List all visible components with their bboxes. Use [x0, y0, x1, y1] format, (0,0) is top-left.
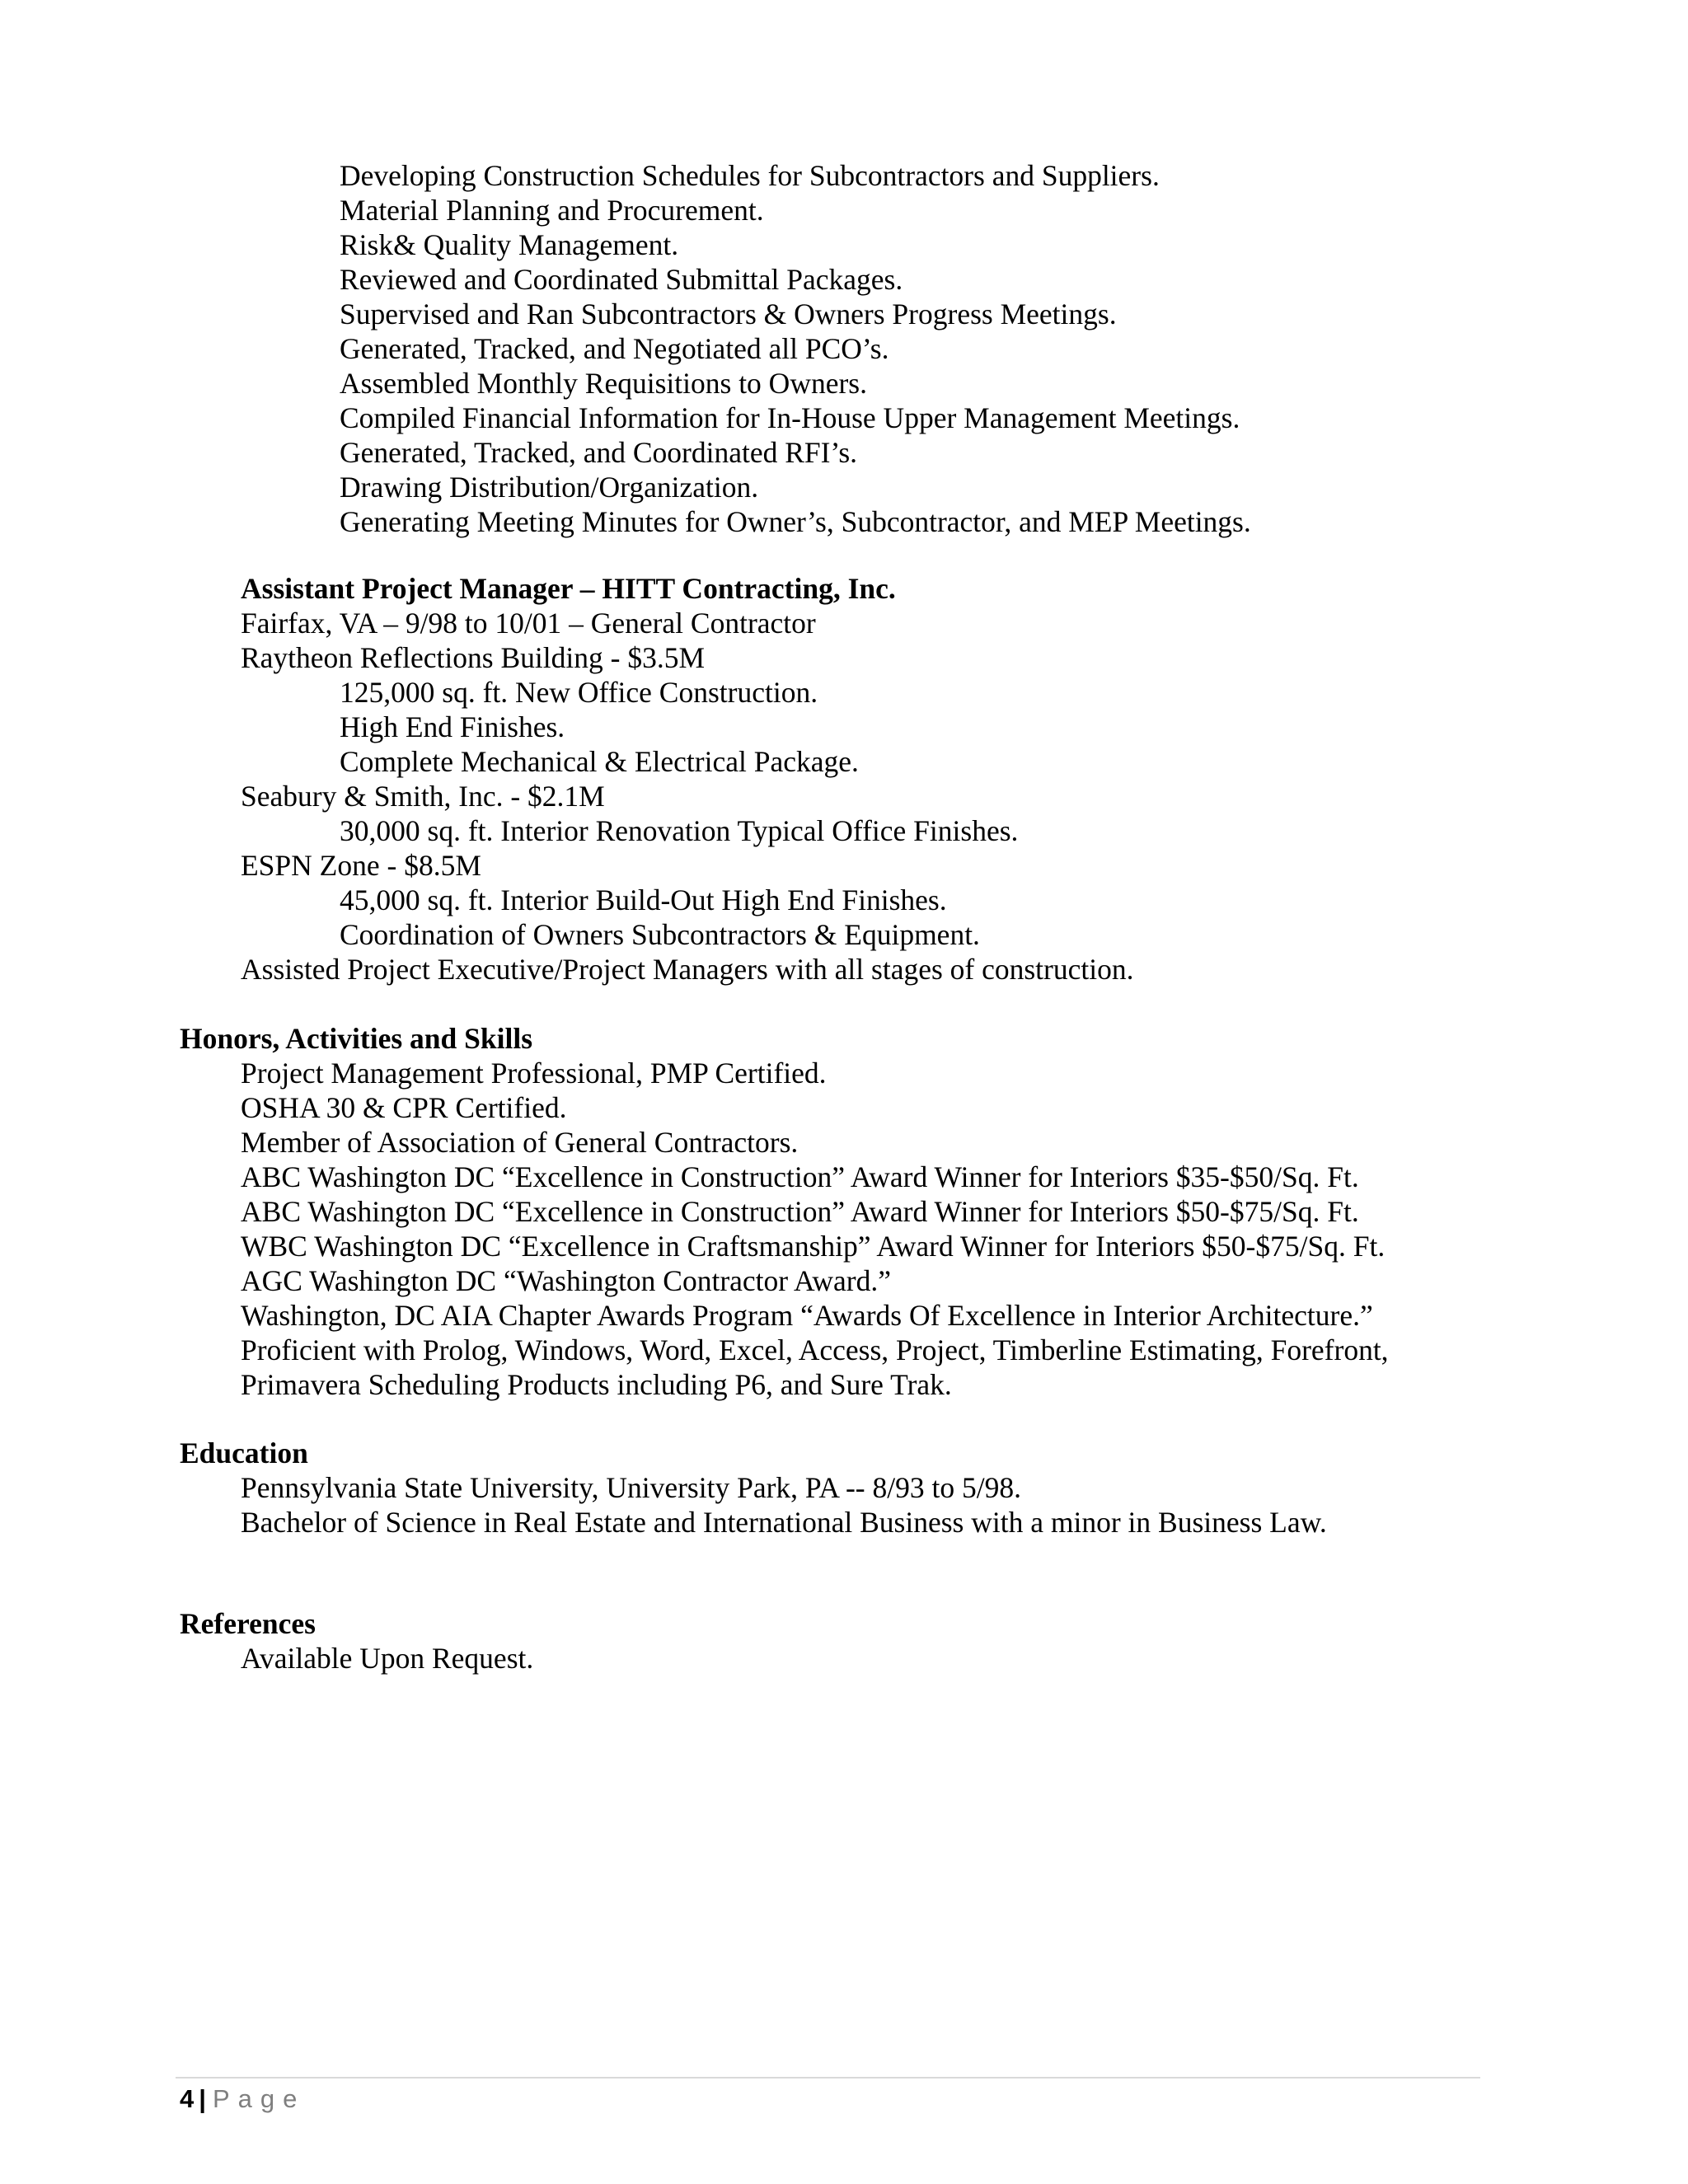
project-name: Seabury & Smith, Inc. - $2.1M	[241, 780, 605, 813]
task-line: Drawing Distribution/Organization.	[340, 471, 759, 504]
honors-item: Proficient with Prolog, Windows, Word, Excel, Access, Project, Timberline Estimating, Forefront,	[241, 1333, 1389, 1366]
page-footer	[180, 2083, 305, 2116]
footer-separator: |	[199, 2084, 206, 2113]
references-heading: References	[180, 1607, 316, 1640]
task-line: Generated, Tracked, and Negotiated all PCO’s.	[340, 332, 889, 365]
education-item: Pennsylvania State University, University Park, PA -- 8/93 to 5/98.	[241, 1471, 1021, 1504]
job-location-dates: Fairfax, VA – 9/98 to 10/01 – General Contractor	[241, 607, 816, 640]
project-detail: Complete Mechanical & Electrical Package.	[340, 745, 859, 778]
references-text: Available Upon Request.	[241, 1642, 534, 1675]
honors-item: WBC Washington DC “Excellence in Craftsmanship” Award Winner for Interiors $50-$75/Sq. Ft.	[241, 1230, 1386, 1263]
honors-item: Project Management Professional, PMP Certified.	[241, 1057, 827, 1090]
project-detail: High End Finishes.	[340, 710, 565, 743]
task-line: Risk& Quality Management.	[340, 228, 679, 261]
education-item: Bachelor of Science in Real Estate and International Business with a minor in Business Law.	[241, 1506, 1327, 1539]
task-line: Generated, Tracked, and Coordinated RFI’s.	[340, 436, 858, 469]
education-heading: Education	[180, 1436, 308, 1469]
honors-item: Primavera Scheduling Products including P6, and Sure Trak.	[241, 1368, 952, 1401]
honors-heading: Honors, Activities and Skills	[180, 1022, 533, 1055]
project-detail: 30,000 sq. ft. Interior Renovation Typical Office Finishes.	[340, 814, 1019, 847]
project-detail: Coordination of Owners Subcontractors & Equipment.	[340, 918, 980, 951]
task-line: Assembled Monthly Requisitions to Owners.	[340, 367, 867, 400]
project-detail: 45,000 sq. ft. Interior Build-Out High End Finishes.	[340, 883, 947, 916]
job-title: Assistant Project Manager – HITT Contracting, Inc.	[241, 572, 896, 605]
project-name: Raytheon Reflections Building - $3.5M	[241, 641, 706, 674]
page-label: Page	[212, 2084, 306, 2113]
honors-item: ABC Washington DC “Excellence in Construction” Award Winner for Interiors $35-$50/Sq. Ft.	[241, 1160, 1359, 1193]
honors-item: Washington, DC AIA Chapter Awards Program “Awards Of Excellence in Interior Architecture.”	[241, 1299, 1373, 1332]
honors-item: AGC Washington DC “Washington Contractor Award.”	[241, 1264, 892, 1297]
project-detail: 125,000 sq. ft. New Office Construction.	[340, 676, 818, 709]
job-summary: Assisted Project Executive/Project Managers with all stages of construction.	[241, 953, 1134, 986]
task-line: Material Planning and Procurement.	[340, 194, 764, 227]
task-line: Compiled Financial Information for In-House Upper Management Meetings.	[340, 401, 1240, 434]
honors-item: Member of Association of General Contractors.	[241, 1126, 799, 1159]
project-name: ESPN Zone - $8.5M	[241, 849, 481, 882]
honors-item: OSHA 30 & CPR Certified.	[241, 1091, 567, 1124]
task-line: Supervised and Ran Subcontractors & Owners Progress Meetings.	[340, 298, 1117, 330]
task-line: Generating Meeting Minutes for Owner’s, Subcontractor, and MEP Meetings.	[340, 505, 1251, 538]
task-line: Reviewed and Coordinated Submittal Packages.	[340, 263, 903, 296]
honors-item: ABC Washington DC “Excellence in Construction” Award Winner for Interiors $50-$75/Sq. Ft.	[241, 1195, 1359, 1228]
footer-divider	[176, 2077, 1480, 2079]
task-line: Developing Construction Schedules for Subcontractors and Suppliers.	[340, 159, 1160, 192]
page-number: 4	[180, 2084, 195, 2113]
